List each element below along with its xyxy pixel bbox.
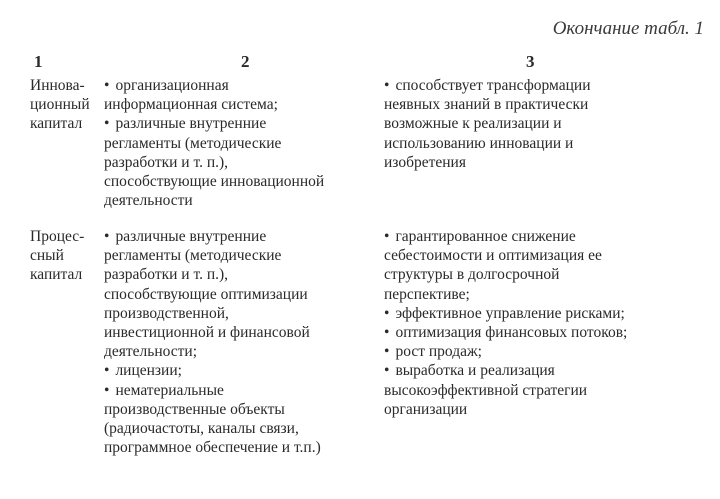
list-item-continuation: деятельности	[104, 192, 193, 210]
row-name-line: Иннова-	[30, 77, 85, 94]
innovation-capital-effects	[384, 76, 684, 172]
list-item-continuation: (радиочастоты, каналы связи,	[104, 420, 299, 438]
list-item-continuation: производственной,	[104, 304, 229, 322]
list-item-continuation: высокоэффективной стратегии	[384, 381, 588, 399]
row-name-line: Процес-	[30, 228, 85, 245]
table-continuation-caption: Окончание табл. 1	[552, 18, 704, 39]
row-name-line: капитал	[30, 115, 83, 133]
row-name-line: сный	[30, 247, 64, 265]
list-item-continuation: способствующие оптимизации	[104, 285, 308, 303]
list-item-continuation: использованию инновации и	[384, 134, 574, 152]
list-item-continuation: программное обеспечение и т.п.)	[104, 439, 321, 457]
list-item-continuation: деятельности;	[104, 343, 198, 361]
list-item-continuation: неявных знаний в практически	[384, 96, 589, 114]
list-item-continuation: изобретения	[384, 153, 466, 171]
list-item-continuation: регламенты (методические	[104, 247, 282, 265]
list-item-continuation: себестоимости и оптимизация ее	[384, 247, 602, 265]
list-item: • выработка и реализация	[384, 361, 694, 380]
innovation-capital-components	[104, 76, 364, 210]
list-item: • различные внутренние	[104, 227, 374, 246]
list-item: • оптимизация финансовых потоков;	[384, 323, 694, 342]
list-item: • организационная	[104, 76, 364, 95]
list-item-continuation: информационная система;	[104, 96, 278, 114]
process-capital-components	[104, 227, 374, 457]
list-item-continuation: возможные к реализации и	[384, 115, 562, 133]
list-item-continuation: структуры в долгосрочной	[384, 266, 560, 284]
list-item-continuation: разработки и т. п.),	[104, 266, 229, 284]
list-item-continuation: перспективе;	[384, 285, 470, 303]
row-name-innovation-capital	[30, 76, 90, 134]
row-name-line: ционный	[30, 96, 90, 114]
list-item-continuation: производственные объекты	[104, 400, 285, 418]
list-item: • рост продаж;	[384, 342, 694, 361]
list-item: • гарантированное снижение	[384, 227, 694, 246]
list-item: • способствует трансформации	[384, 76, 684, 95]
process-capital-effects	[384, 227, 694, 419]
list-item: • различные внутренние	[104, 114, 364, 133]
list-item-continuation: организации	[384, 400, 468, 418]
list-item-continuation: разработки и т. п.),	[104, 153, 229, 171]
list-item-continuation: инвестиционной и финансовой	[104, 324, 310, 342]
list-item-continuation: способствующие инновационной	[104, 173, 325, 191]
list-item-continuation: регламенты (методические	[104, 134, 282, 152]
column-number-2: 2	[241, 52, 250, 71]
list-item: • лицензии;	[104, 361, 374, 380]
column-number-1: 1	[34, 52, 43, 71]
row-name-line: капитал	[30, 266, 83, 284]
row-name-process-capital	[30, 227, 84, 285]
column-number-3: 3	[526, 52, 535, 71]
list-item: • нематериальные	[104, 381, 374, 400]
list-item: • эффективное управление рисками;	[384, 304, 694, 323]
